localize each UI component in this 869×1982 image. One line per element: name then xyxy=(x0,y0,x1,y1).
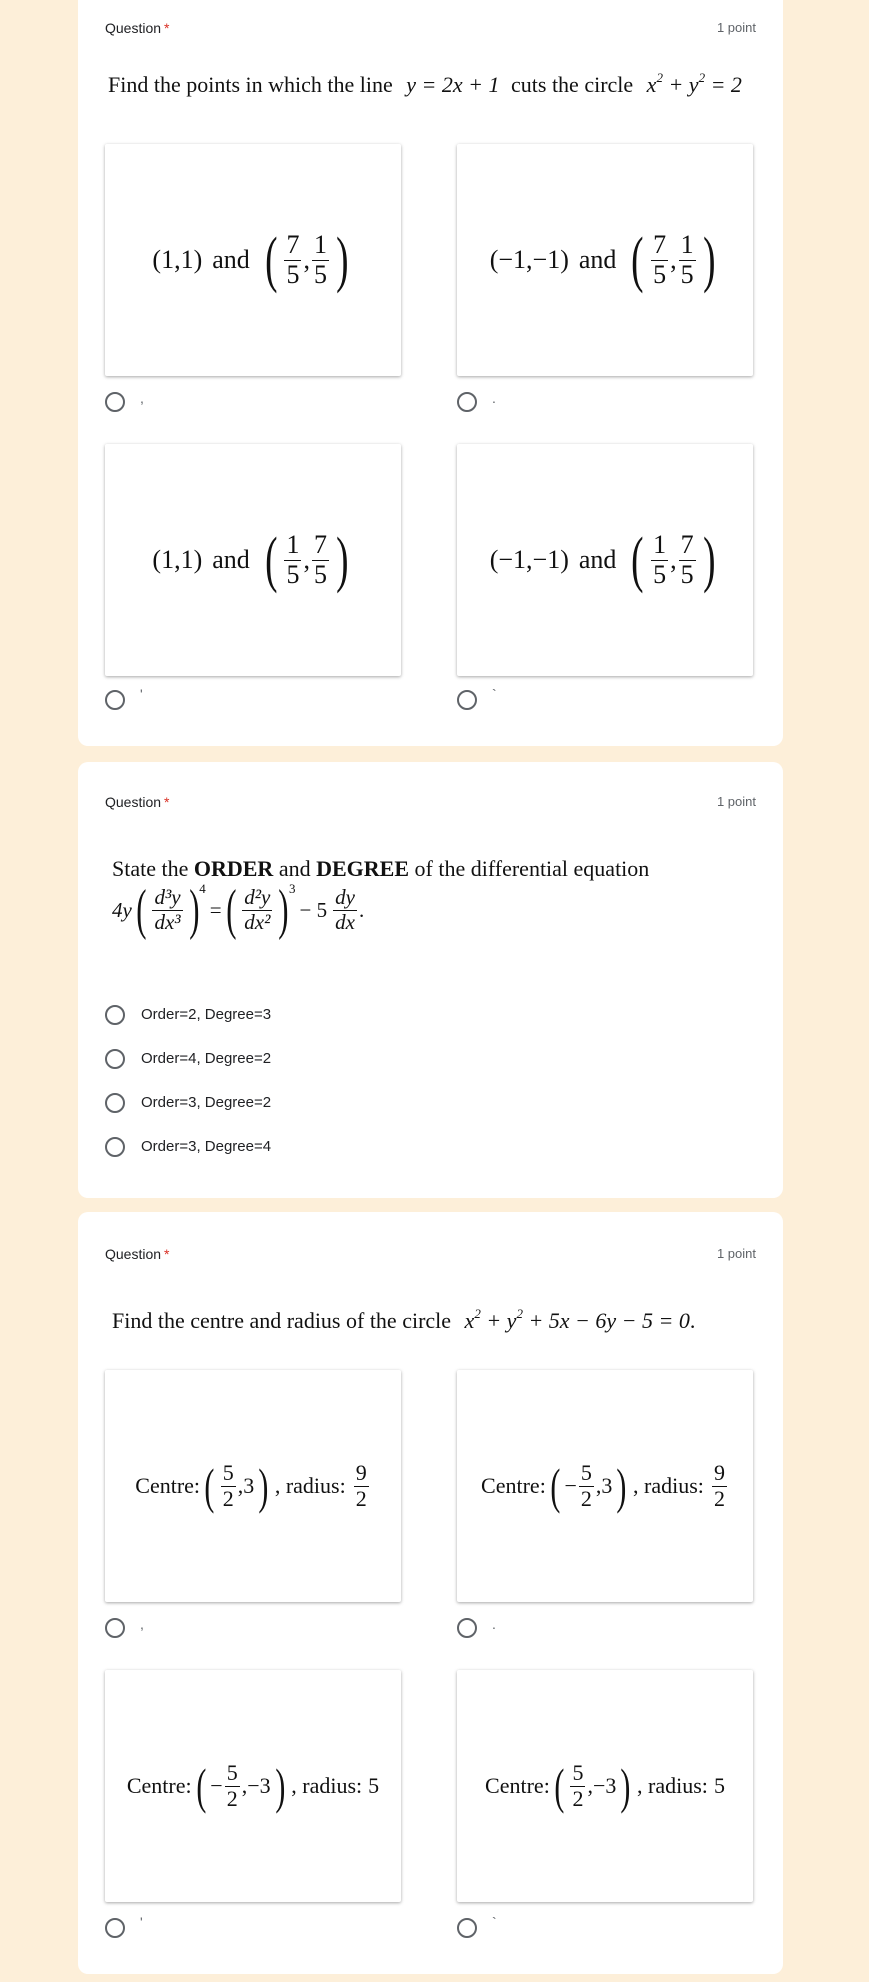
question-header xyxy=(105,20,756,40)
exponent: 2 xyxy=(656,70,663,85)
fraction: $\frac{1}{5}$ xyxy=(680,229,694,289)
question-label xyxy=(105,1246,170,1262)
fraction: $\frac{5}{2}$ xyxy=(572,1760,584,1811)
option-label: , xyxy=(140,1616,144,1632)
question-title: Question xyxy=(105,794,162,810)
circle-y: + y xyxy=(662,72,699,97)
radius-value: 5 xyxy=(713,1773,725,1798)
prompt-line-equation: y = 2x + 1 xyxy=(406,72,500,97)
radio-option-3[interactable] xyxy=(105,690,125,710)
sign: − xyxy=(210,1773,223,1798)
option-label: Order=3, Degree=2 xyxy=(141,1094,272,1111)
option-label: ` xyxy=(492,1914,497,1930)
point-one: (1,1) xyxy=(152,545,203,574)
prompt-pre: State the xyxy=(112,856,189,881)
radio-option-4[interactable] xyxy=(457,690,477,710)
and-word: and xyxy=(212,545,250,574)
question-title: Question xyxy=(105,1246,162,1262)
points-label: 1 point xyxy=(716,1246,756,1261)
option-image-4[interactable] xyxy=(457,444,753,676)
differential-equation: 4y ( $\frac{\text{d³y}}{\text{dx³}}$ ) 4 = ( $\frac{\text{d²y}}{\text{dx²}}$ ) 3 − 5 $\frac{dy}{dx}$ . xyxy=(112,879,365,941)
circle-x: x xyxy=(464,1308,475,1333)
circle-rhs: = 2 xyxy=(705,72,742,97)
fraction: $\frac{1}{5}$ xyxy=(653,529,667,589)
prompt-circle-equation xyxy=(465,1308,690,1333)
radio-option-4[interactable] xyxy=(105,1137,125,1157)
fraction: $\frac{\text{d³y}}{\text{dx³}}$ xyxy=(154,885,181,934)
fraction: $\frac{7}{5}$ xyxy=(653,229,667,289)
prompt-text: Find the centre and radius of the circle xyxy=(112,1308,452,1333)
radio-option-3[interactable] xyxy=(105,1093,125,1113)
prompt-mid-text: cuts the circle xyxy=(511,72,634,97)
point-one: (−1,−1) xyxy=(489,245,569,274)
option-image-1[interactable] xyxy=(105,144,401,376)
circle-y: + y xyxy=(480,1308,517,1333)
fraction: $\frac{\text{d²y}}{\text{dx²}}$ xyxy=(244,885,271,934)
option-label: Order=3, Degree=4 xyxy=(141,1138,272,1155)
radio-option-2[interactable] xyxy=(105,1049,125,1069)
option-label: ' xyxy=(140,1914,143,1930)
question-label xyxy=(105,794,170,810)
point-one: (1,1) xyxy=(152,245,203,274)
radius-label: , radius: xyxy=(291,1773,363,1798)
exponent: 2 xyxy=(474,1306,481,1321)
centre-y: ,−3 xyxy=(241,1773,271,1798)
fraction: $\frac{1}{5}$ xyxy=(313,229,327,289)
eq-minus: − 5 xyxy=(299,897,328,922)
option-math: (−1,−1) and ( $\frac{1}{5}$ , $\frac{7}{5}$ ) xyxy=(489,526,716,594)
option-label: Order=4, Degree=2 xyxy=(141,1050,272,1067)
exponent: 2 xyxy=(698,70,706,85)
option-label: . xyxy=(492,390,496,406)
option-image-1[interactable] xyxy=(105,1370,401,1602)
radius-fraction: $\frac{9}{2}$ xyxy=(713,1460,725,1511)
fraction: $\frac{5}{2}$ xyxy=(226,1760,238,1811)
question-header xyxy=(105,794,756,814)
radius-value: 5 xyxy=(368,1773,380,1798)
radio-option-2[interactable] xyxy=(457,1618,477,1638)
required-asterisk: * xyxy=(164,1246,170,1262)
option-label: Order=2, Degree=3 xyxy=(141,1006,272,1023)
point-one: (−1,−1) xyxy=(489,545,569,574)
prompt-degree: DEGREE xyxy=(316,856,410,881)
centre-label: Centre: xyxy=(126,1773,192,1798)
power: 4 xyxy=(199,881,206,896)
question-title: Question xyxy=(105,20,162,36)
points-label: 1 point xyxy=(716,20,756,35)
sign: − xyxy=(564,1473,577,1498)
centre-label: Centre: xyxy=(485,1773,550,1798)
and-word: and xyxy=(578,245,617,274)
prompt-circle-equation xyxy=(647,72,742,97)
eq-end: . xyxy=(358,897,365,922)
fraction: $\frac{7}{5}$ xyxy=(680,529,694,589)
option-label: , xyxy=(140,390,144,406)
circle-rest: + 5x − 6y − 5 = 0 xyxy=(522,1308,690,1333)
centre-y: ,−3 xyxy=(587,1773,617,1798)
fraction: $\frac{5}{2}$ xyxy=(580,1460,592,1511)
question-prompt xyxy=(108,70,742,98)
option-math: Centre: ( − $\frac{5}{2}$ ,−3 ) , radius: 5 xyxy=(126,1758,380,1814)
required-asterisk: * xyxy=(164,794,170,810)
option-label: ' xyxy=(140,686,143,702)
option-image-3[interactable] xyxy=(105,1670,401,1902)
radio-option-3[interactable] xyxy=(105,1918,125,1938)
fraction: $\frac{7}{5}$ xyxy=(286,229,300,289)
eq-equals: = xyxy=(209,897,222,922)
option-label: . xyxy=(492,1616,496,1632)
option-image-3[interactable] xyxy=(105,444,401,676)
and-word: and xyxy=(212,245,250,274)
radius-fraction: $\frac{9}{2}$ xyxy=(355,1460,367,1511)
option-math: (1,1) and ( $\frac{7}{5}$ , $\frac{1}{5}$ ) xyxy=(152,226,349,294)
prompt-text: Find the points in which the line xyxy=(108,72,393,97)
prompt-end: . xyxy=(689,1308,696,1333)
question-header xyxy=(105,1246,756,1266)
radio-option-4[interactable] xyxy=(457,1918,477,1938)
points-label: 1 point xyxy=(716,794,756,809)
question-card-3 xyxy=(78,1212,783,1974)
question-label xyxy=(105,20,170,36)
power: 3 xyxy=(289,881,296,896)
required-asterisk: * xyxy=(164,20,170,36)
centre-label: Centre: xyxy=(135,1473,201,1498)
radio-option-2[interactable] xyxy=(457,392,477,412)
radius-label: , radius: xyxy=(633,1473,704,1498)
option-math: Centre: ( $\frac{5}{2}$ ,3 ) , radius: $\frac{9}{2}$ xyxy=(135,1458,367,1514)
option-math: Centre: ( − $\frac{5}{2}$ ,3 ) , radius: $\frac{9}{2}$ xyxy=(481,1458,725,1514)
option-image-4[interactable] xyxy=(457,1670,753,1902)
option-math: Centre: ( $\frac{5}{2}$ ,−3 ) , radius: 5 xyxy=(485,1758,725,1814)
centre-y: ,3 xyxy=(595,1473,613,1498)
question-card-1 xyxy=(78,0,783,746)
radio-option-1[interactable] xyxy=(105,392,125,412)
centre-label: Centre: xyxy=(481,1473,546,1498)
fraction: $\frac{dy}{dx}$ xyxy=(335,885,355,934)
radio-option-1[interactable] xyxy=(105,1618,125,1638)
fraction: $\frac{5}{2}$ xyxy=(222,1460,234,1511)
option-image-2[interactable] xyxy=(457,1370,753,1602)
prompt-and: and xyxy=(278,856,311,881)
exponent: 2 xyxy=(516,1306,523,1321)
radius-label: , radius: xyxy=(274,1473,346,1498)
option-math: (1,1) and ( $\frac{1}{5}$ , $\frac{7}{5}$ ) xyxy=(152,526,349,594)
prompt-post: of the differential equation xyxy=(414,856,650,881)
radius-label: , radius: xyxy=(637,1773,708,1798)
radio-option-1[interactable] xyxy=(105,1005,125,1025)
circle-x: x xyxy=(646,72,657,97)
fraction: $\frac{7}{5}$ xyxy=(313,529,327,589)
centre-y: ,3 xyxy=(237,1473,255,1498)
question-card-2 xyxy=(78,762,783,1198)
and-word: and xyxy=(578,545,617,574)
option-label: ` xyxy=(492,686,497,702)
prompt-order: ORDER xyxy=(193,856,274,881)
fraction: $\frac{1}{5}$ xyxy=(286,529,300,589)
option-image-2[interactable] xyxy=(457,144,753,376)
option-math: (−1,−1) and ( $\frac{7}{5}$ , $\frac{1}{5}$ ) xyxy=(489,226,716,294)
eq-lead: 4y xyxy=(112,897,132,922)
question-prompt xyxy=(112,1306,695,1334)
